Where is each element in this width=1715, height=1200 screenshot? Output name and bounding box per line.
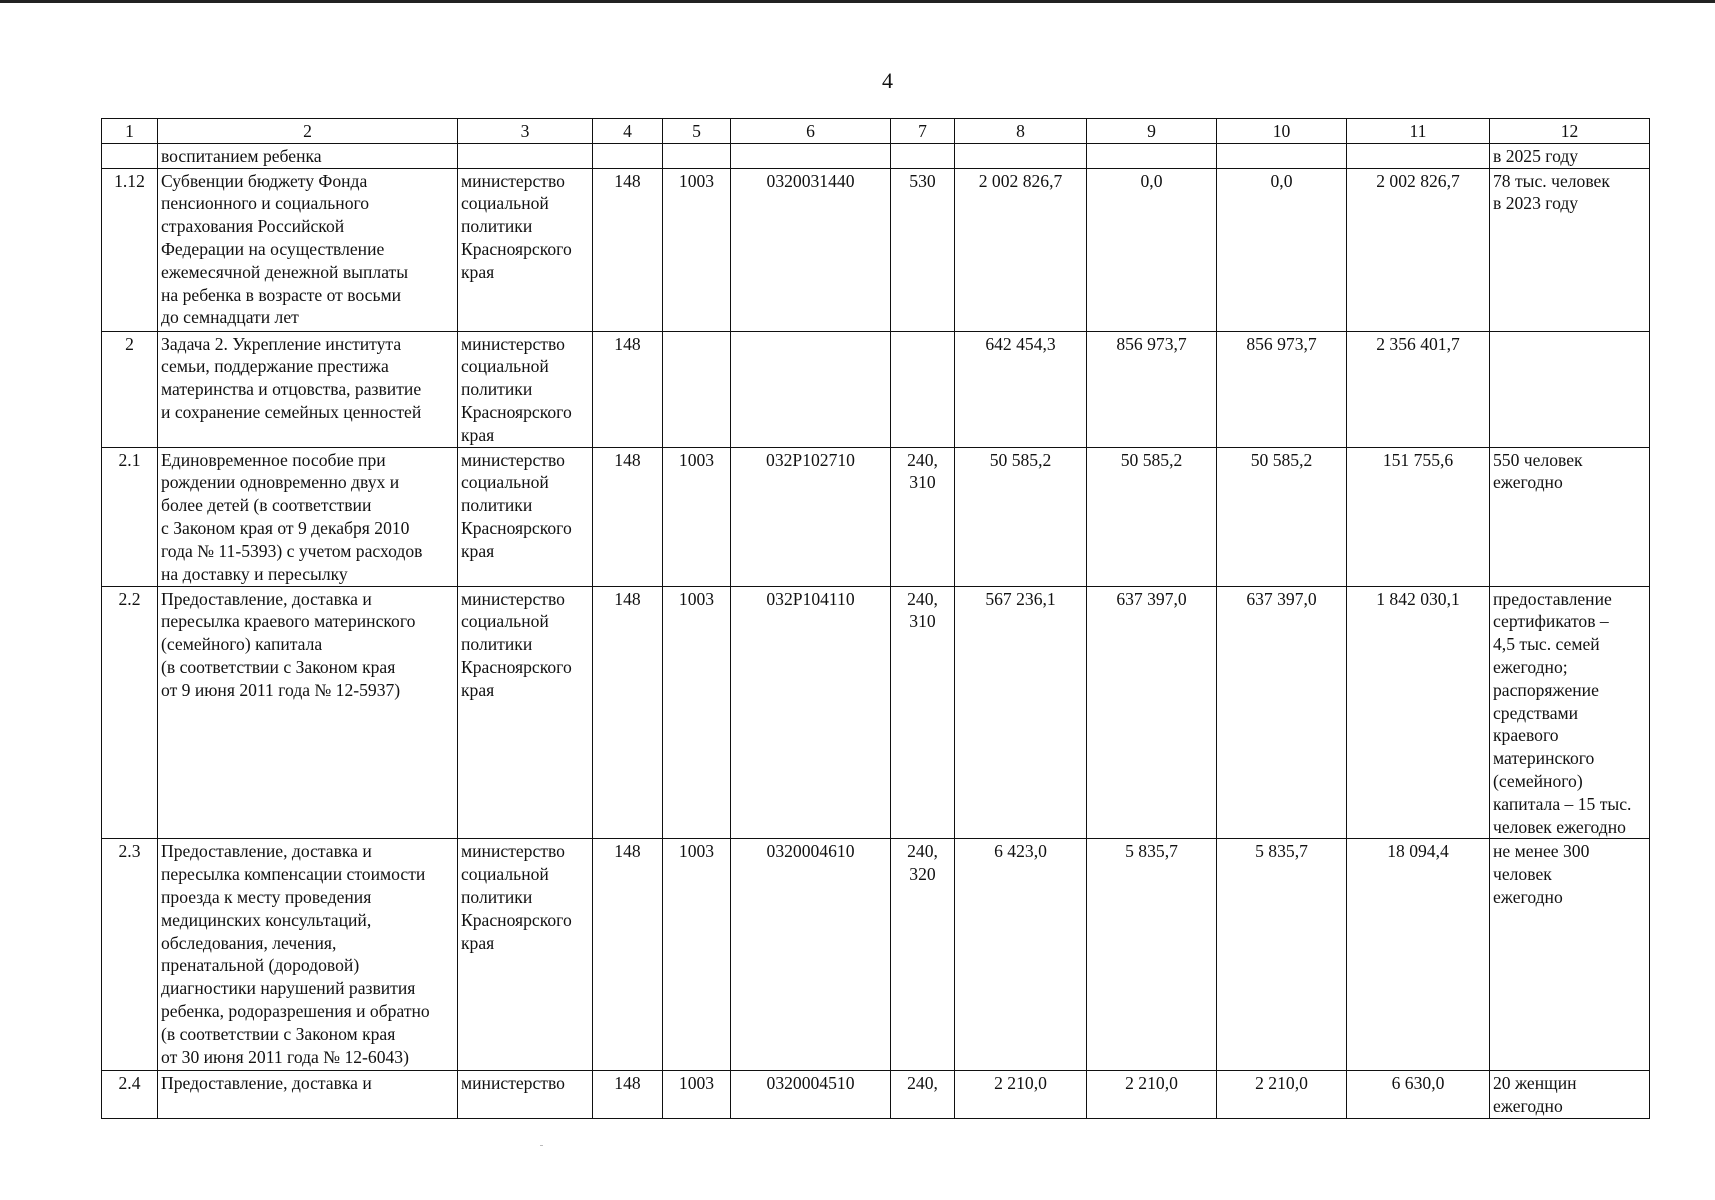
table-row: [102, 586, 1650, 839]
code-grbs-cell: 148: [593, 447, 663, 586]
cell-line: человек ежегодно: [1493, 816, 1626, 837]
header-cell: 11: [1347, 119, 1490, 144]
row-number: 2.1: [102, 447, 158, 586]
cell-line: ежегодно: [1493, 886, 1563, 907]
table-row: [102, 839, 1650, 1071]
amount-2024-cell: 50 585,2: [1087, 447, 1217, 586]
cell-line: социальной: [461, 193, 549, 214]
cell-line: социальной: [461, 472, 549, 493]
cell-line: 310: [909, 611, 936, 632]
cell-line: 320: [909, 864, 936, 885]
cell-line: (в соответствии с Законом края: [161, 1023, 396, 1044]
cell-line: материнства и отцовства, развитие: [161, 379, 422, 400]
result-cell: [1490, 331, 1650, 447]
amount-total-cell: [1347, 143, 1490, 168]
amount-2024-cell: 637 397,0: [1087, 586, 1217, 839]
amount-2024-cell: [1087, 143, 1217, 168]
cell-line: до семнадцати лет: [161, 307, 299, 328]
header-cell: 10: [1217, 119, 1347, 144]
code-grbs-cell: 148: [593, 1071, 663, 1119]
description-cell: [158, 586, 458, 839]
code-vr-cell: [891, 168, 955, 331]
cell-line: 240,: [907, 841, 938, 862]
cell-line: рождении одновременно двух и: [161, 472, 400, 493]
amount-2024-cell: 0,0: [1087, 168, 1217, 331]
code-target-cell: 0320004610: [731, 839, 891, 1071]
row-number: [102, 143, 158, 168]
header-cell: 8: [955, 119, 1087, 144]
code-vr-cell: [891, 1071, 955, 1119]
code-grbs-cell: [593, 143, 663, 168]
cell-line: социальной: [461, 864, 549, 885]
description-cell: [158, 839, 458, 1071]
top-border: [0, 0, 1715, 3]
cell-line: ежемесячной денежной выплаты: [161, 261, 409, 282]
amount-2025-cell: 5 835,7: [1217, 839, 1347, 1071]
cell-line: политики: [461, 216, 533, 237]
cell-line: Предоставление, доставка и: [161, 841, 372, 862]
result-cell: [1490, 447, 1650, 586]
code-grbs-cell: 148: [593, 586, 663, 839]
cell-line: политики: [461, 634, 533, 655]
cell-line: пересылка компенсации стоимости: [161, 864, 426, 885]
amount-2025-cell: 2 210,0: [1217, 1071, 1347, 1119]
amount-total-cell: 6 630,0: [1347, 1071, 1490, 1119]
cell-line: социальной: [461, 611, 549, 632]
result-cell: [1490, 168, 1650, 331]
executor-cell: [458, 331, 593, 447]
cell-line: 240,: [907, 1073, 938, 1094]
cell-line: (семейного): [1493, 770, 1583, 791]
amount-total-cell: 2 356 401,7: [1347, 331, 1490, 447]
table-row: [102, 331, 1650, 447]
cell-line: края: [461, 424, 495, 445]
result-cell: [1490, 586, 1650, 839]
row-number: 2.4: [102, 1071, 158, 1119]
cell-line: ежегодно;: [1493, 656, 1568, 677]
executor-cell: [458, 839, 593, 1071]
cell-line: Красноярского: [461, 656, 572, 677]
header-row: [102, 119, 1650, 144]
cell-line: политики: [461, 886, 533, 907]
header-cell: 1: [102, 119, 158, 144]
code-grbs-cell: 148: [593, 839, 663, 1071]
cell-line: Красноярского: [461, 909, 572, 930]
header-cell: 12: [1490, 119, 1650, 144]
cell-line: 240,: [907, 449, 938, 470]
cell-line: средствами краевого: [1493, 702, 1579, 746]
table-row: [102, 1071, 1650, 1119]
result-cell: [1490, 143, 1650, 168]
cell-line: края: [461, 540, 495, 561]
header-cell: 3: [458, 119, 593, 144]
cell-line: 550 человек: [1493, 449, 1583, 470]
scan-speck: [540, 1145, 543, 1146]
cell-line: ребенка, родоразрешения и обратно: [161, 1000, 430, 1021]
amount-2024-cell: 856 973,7: [1087, 331, 1217, 447]
cell-line: края: [461, 261, 495, 282]
cell-line: Красноярского: [461, 517, 572, 538]
code-section-cell: 1003: [663, 1071, 731, 1119]
code-vr-cell: [891, 331, 955, 447]
cell-line: края: [461, 932, 495, 953]
code-section-cell: 1003: [663, 168, 731, 331]
executor-cell: [458, 586, 593, 839]
row-number: 2: [102, 331, 158, 447]
cell-line: 310: [909, 472, 936, 493]
cell-line: на доставку и пересылку: [161, 563, 348, 584]
amount-2023-cell: 2 002 826,7: [955, 168, 1087, 331]
amount-2023-cell: 50 585,2: [955, 447, 1087, 586]
amount-total-cell: 151 755,6: [1347, 447, 1490, 586]
amount-total-cell: 1 842 030,1: [1347, 586, 1490, 839]
table-row: [102, 143, 1650, 168]
amount-2025-cell: 50 585,2: [1217, 447, 1347, 586]
cell-line: в 2025 году: [1493, 145, 1579, 166]
cell-line: пенсионного и социального: [161, 193, 370, 214]
code-target-cell: 0320004510: [731, 1071, 891, 1119]
cell-line: на ребенка в возрасте от восьми: [161, 284, 402, 305]
cell-line: Предоставление, доставка и: [161, 588, 372, 609]
header-cell: 4: [593, 119, 663, 144]
cell-line: ежегодно: [1493, 472, 1563, 493]
cell-line: материнского: [1493, 748, 1595, 769]
cell-line: с Законом края от 9 декабря 2010: [161, 517, 410, 538]
cell-line: 530: [909, 170, 936, 191]
cell-line: года № 11-5393) с учетом расходов: [161, 540, 423, 561]
code-vr-cell: [891, 447, 955, 586]
cell-line: министерство: [461, 841, 565, 862]
table-row: [102, 168, 1650, 331]
cell-line: 4,5 тыс. семей: [1493, 634, 1600, 655]
amount-2023-cell: [955, 143, 1087, 168]
executor-cell: [458, 168, 593, 331]
cell-line: министерство: [461, 449, 565, 470]
code-section-cell: [663, 143, 731, 168]
table-row: [102, 447, 1650, 586]
code-section-cell: [663, 331, 731, 447]
code-target-cell: 0320031440: [731, 168, 891, 331]
cell-line: Красноярского: [461, 401, 572, 422]
amount-2023-cell: 2 210,0: [955, 1071, 1087, 1119]
result-cell: [1490, 839, 1650, 1071]
row-number: 2.2: [102, 586, 158, 839]
cell-line: Единовременное пособие при: [161, 449, 386, 470]
cell-line: (семейного) капитала: [161, 634, 323, 655]
cell-line: министерство: [461, 333, 565, 354]
result-cell: [1490, 1071, 1650, 1119]
code-grbs-cell: 148: [593, 168, 663, 331]
amount-2023-cell: 567 236,1: [955, 586, 1087, 839]
cell-line: министерство: [461, 1073, 565, 1094]
cell-line: 78 тыс. человек: [1493, 170, 1610, 191]
cell-line: воспитанием ребенка: [161, 145, 322, 166]
header-cell: 5: [663, 119, 731, 144]
executor-cell: [458, 1071, 593, 1119]
amount-2024-cell: 5 835,7: [1087, 839, 1217, 1071]
cell-line: капитала – 15 тыс.: [1493, 793, 1632, 814]
cell-line: министерство: [461, 588, 565, 609]
cell-line: пересылка краевого материнского: [161, 611, 416, 632]
cell-line: семьи, поддержание престижа: [161, 356, 389, 377]
amount-2025-cell: [1217, 143, 1347, 168]
cell-line: от 30 июня 2011 года № 12-6043): [161, 1046, 409, 1067]
cell-line: от 9 июня 2011 года № 12-5937): [161, 679, 401, 700]
cell-line: политики: [461, 379, 533, 400]
cell-line: Федерации на осуществление: [161, 238, 385, 259]
cell-line: в 2023 году: [1493, 193, 1579, 214]
cell-line: Задача 2. Укрепление института: [161, 333, 402, 354]
cell-line: и сохранение семейных ценностей: [161, 401, 422, 422]
cell-line: страхования Российской: [161, 216, 345, 237]
cell-line: министерство: [461, 170, 565, 191]
code-section-cell: 1003: [663, 447, 731, 586]
code-vr-cell: [891, 143, 955, 168]
cell-line: пренатальной (дородовой): [161, 955, 360, 976]
code-section-cell: 1003: [663, 839, 731, 1071]
description-cell: [158, 143, 458, 168]
amount-2025-cell: 637 397,0: [1217, 586, 1347, 839]
cell-line: распоряжение: [1493, 679, 1599, 700]
code-target-cell: 032P104110: [731, 586, 891, 839]
budget-table: [101, 118, 1650, 1119]
cell-line: (в соответствии с Законом края: [161, 656, 396, 677]
executor-cell: [458, 143, 593, 168]
cell-line: предоставление: [1493, 588, 1612, 609]
code-target-cell: [731, 331, 891, 447]
header-cell: 6: [731, 119, 891, 144]
header-cell: 9: [1087, 119, 1217, 144]
cell-line: Красноярского: [461, 238, 572, 259]
code-target-cell: 032P102710: [731, 447, 891, 586]
code-target-cell: [731, 143, 891, 168]
cell-line: обследования, лечения,: [161, 932, 337, 953]
amount-2023-cell: 642 454,3: [955, 331, 1087, 447]
cell-line: не менее 300 человек: [1493, 841, 1590, 885]
description-cell: [158, 168, 458, 331]
amount-2024-cell: 2 210,0: [1087, 1071, 1217, 1119]
cell-line: политики: [461, 495, 533, 516]
code-vr-cell: [891, 586, 955, 839]
code-section-cell: 1003: [663, 586, 731, 839]
executor-cell: [458, 447, 593, 586]
cell-line: сертификатов –: [1493, 611, 1609, 632]
cell-line: Предоставление, доставка и: [161, 1073, 372, 1094]
cell-line: 240,: [907, 588, 938, 609]
cell-line: более детей (в соответствии: [161, 495, 372, 516]
amount-2023-cell: 6 423,0: [955, 839, 1087, 1071]
code-vr-cell: [891, 839, 955, 1071]
page-number: 4: [882, 68, 893, 93]
cell-line: Субвенции бюджету Фонда: [161, 170, 368, 191]
amount-total-cell: 2 002 826,7: [1347, 168, 1490, 331]
description-cell: [158, 447, 458, 586]
cell-line: края: [461, 679, 495, 700]
cell-line: проезда к месту проведения: [161, 886, 372, 907]
row-number: 2.3: [102, 839, 158, 1071]
cell-line: социальной: [461, 356, 549, 377]
cell-line: 20 женщин ежегодно: [1493, 1073, 1577, 1117]
amount-2025-cell: 856 973,7: [1217, 331, 1347, 447]
header-cell: 7: [891, 119, 955, 144]
cell-line: диагностики нарушений развития: [161, 978, 416, 999]
description-cell: [158, 331, 458, 447]
header-cell: 2: [158, 119, 458, 144]
amount-2025-cell: 0,0: [1217, 168, 1347, 331]
row-number: 1.12: [102, 168, 158, 331]
cell-line: медицинских консультаций,: [161, 909, 372, 930]
code-grbs-cell: 148: [593, 331, 663, 447]
description-cell: [158, 1071, 458, 1119]
amount-total-cell: 18 094,4: [1347, 839, 1490, 1071]
